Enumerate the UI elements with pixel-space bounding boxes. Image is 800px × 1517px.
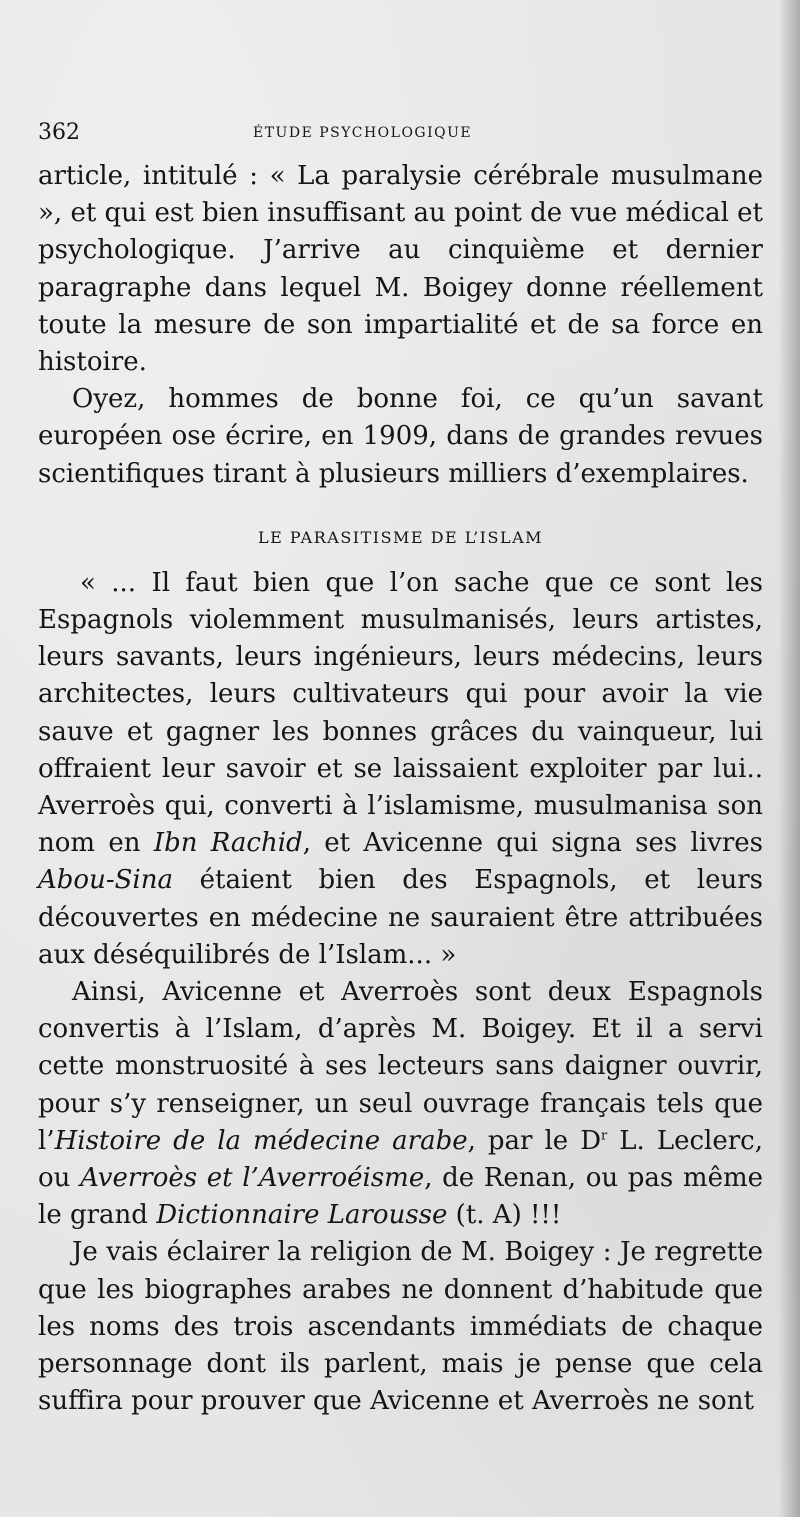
book-title-averroes: Averroès et l’Averroéisme (80, 1163, 425, 1194)
page-edge-shadow (778, 0, 800, 1517)
para3-text-4: , de Renan, ou pas même le grand (38, 1163, 763, 1231)
book-title-histoire: Histoire de la médecine arabe (54, 1125, 468, 1156)
section-heading: LE PARASITISME DE L’ISLAM (257, 527, 544, 547)
para3-text-1: Ainsi, Avicenne et Averroès sont deux Espagnols convertis à l’Islam, d’après M. Boigey. Et il a servi cette monstruosité à ses lecteurs sans daigner ouvrir, pour s’y renseigner, un seul ouvrage français tels que l’ (38, 977, 763, 1156)
quote-text-1: « ... Il faut bien que l’on sache que ce sont les Espagnols violemment musulmanisés, leurs artistes, leurs savants, leurs ingénieurs, leurs médecins, leurs architectes, leurs cultivateurs qui pour avoir la vie sauve et gagner les bonnes grâces du vainqueur, lui offraient leur savoir et se laissaient exploiter par lui.. Averroès qui, converti à l’islamisme, musulmanisa son nom en (38, 567, 763, 859)
quote-name-abou-sina: Abou-Sina (38, 865, 173, 896)
para3-text-5: (t. A) !!! (447, 1200, 562, 1231)
page-number: 362 (38, 120, 80, 145)
quote-text-2: , et Avicenne qui signa ses livres (302, 828, 763, 859)
body-text (38, 158, 763, 1421)
book-title-larousse: Dictionnaire Larousse (156, 1200, 448, 1231)
paragraph-3 (38, 974, 763, 1234)
doctor-superscript: r (601, 1128, 608, 1144)
para3-text-2: , par le D (467, 1125, 602, 1156)
para3-text-3: L. Leclerc, ou (38, 1125, 763, 1194)
quote-text-3: étaient bien des Espagnols, et leurs découvertes en médecine ne sauraient être attribuées aux déséquilibrés de l’Islam... » (38, 865, 763, 970)
running-head (38, 118, 763, 148)
quote-name-ibn-rachid: Ibn Rachid (153, 828, 303, 859)
paragraph-2: Oyez, hommes de bonne foi, ce qu’un savant européen ose écrire, en 1909, dans de grandes revues scientifiques tirant à plusieurs milliers d’exemplaires. (38, 384, 763, 489)
paragraph-4: Je vais éclairer la religion de M. Boigey : Je regrette que les biographes arabes ne donnent d’habitude que les noms des trois ascendants immédiats de chaque personnage dont ils parlent, mais je pense que cela suffira pour prouver que Avicenne et Averroès ne sont (38, 1237, 763, 1417)
paragraph-1: article, intitulé : « La paralysie cérébrale musulmane », et qui est bien insuffisant au point de vue médical et psychologique. J’arrive au cinquième et dernier paragraphe dans lequel M. Boigey donne réellement toute la mesure de son impartialité et de sa force en histoire. (38, 161, 763, 378)
quoted-paragraph (38, 565, 763, 974)
running-title: ÉTUDE PSYCHOLOGIQUE (253, 125, 473, 141)
